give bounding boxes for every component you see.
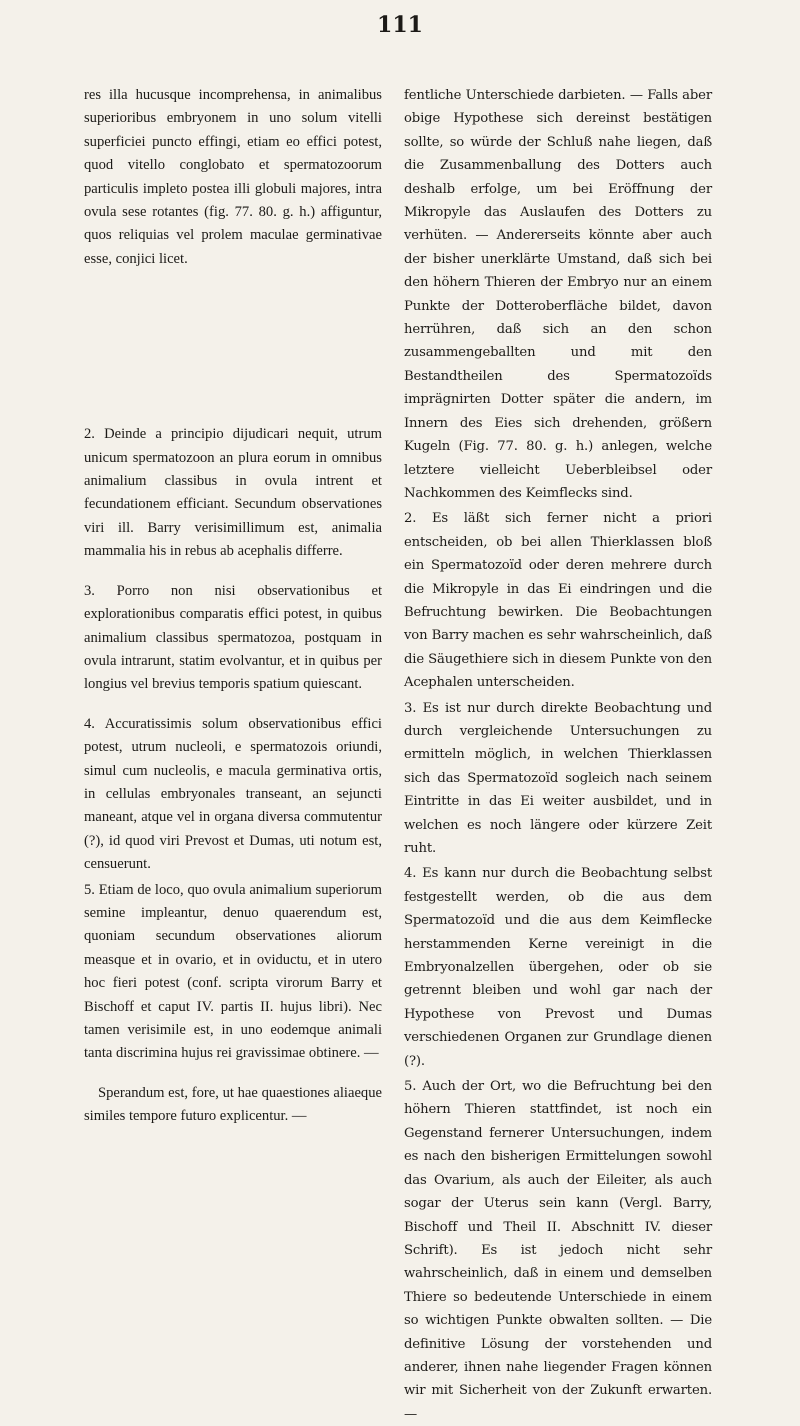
german-paragraph-3: 3. Es ist nur durch direkte Beobachtung und durch vergleichende Untersuchungen zu ermitteln möglich, in welchen Thierklassen sich das Spermatozoïd sogleich nach seinem Eintritte in das Ei weiter ausbildet, und in welchen es noch längere oder kürzere Zeit ruht.: [404, 700, 712, 856]
german-paragraph-0: fentliche Unterschiede darbieten. — Falls aber obige Hypothese sich dereinst bestätigen sollte, so würde der Schluß nahe liegen, daß die Zusammenballung des Dotters auch deshalb erfolge, um bei Eröffnung der Mikropyle das Auslaufen des Dotters zu verhüten. — Andererseits könnte aber auch der bisher unerklärte Umstand, daß sich bei den höhern Thieren der Embryo nur an einem Punkte der Dotteroberfläche bildet, davon herrühren, daß sich an den schon zusammengeballten und mit den Bestandtheilen des Spermatozoïds imprägnirten Dotter später die andern, im Innern des Eies sich drehenden, größern Kugeln (Fig. 77. 80. g. h.) anlegen, welche letztere vielleicht Ueberbleibsel oder Nachkommen des Keimflecks sind.: [404, 88, 712, 501]
page-number: 111: [377, 12, 423, 38]
german-paragraph-5: 5. Auch der Ort, wo die Befruchtung bei den höhern Thieren stattfindet, ist noch ein Gegenstand fernerer Untersuchungen, indem es nach den bisherigen Ermittelungen sowohl das Ovarium, als auch der Eileiter, als auch sogar der Uterus sein kann (Vergl. Barry, Bischoff und Theil II. Abschnitt IV. dieser Schrift). Es ist jedoch nicht sehr wahrscheinlich, daß in einem und demselben Thiere so bedeutende Unterschiede in einem so wichtigen Punkte obwalten sollten. — Die definitive Lösung der vorstehenden und anderer, ihnen nahe liegender Fragen können wir mit Sicherheit von der Zukunft erwarten. —: [404, 1079, 712, 1422]
latin-paragraph-2: 2. Deinde a principio dijudicari nequit, utrum unicum spermatozoon an plura eorum in omnibus animalium classibus in ovula intrent et fecundationem efficiant. Secundum observationes viri ill. Barry verisimillimum est, animalia mammalia his in rebus ab acephalis differre.: [84, 426, 382, 560]
latin-paragraph-4: 4. Accuratissimis solum observationibus effici potest, utrum nucleoli, e spermatozois oriundi, simul cum nucleolis, e macula germinativa ortis, in cellulas embryonales transeant, an sejuncti maneant, atque vel in organa diversa commutentur (?), id quod viri Prevost et Dumas, uti notum est, censuerunt.: [84, 715, 382, 873]
german-paragraph-4: 4. Es kann nur durch die Beobachtung selbst festgestellt werden, ob die aus dem Spermatozoïd und die aus dem Keimflecke herstammenden Kerne vereinigt in die Embryonalzellen übergehen, oder ob sie getrennt bleiben und wohl gar nach der Hypothese von Prevost und Dumas verschiedenen Organen zur Grundlage dienen (?).: [404, 866, 712, 1069]
latin-paragraph-0: res illa hucusque incomprehensa, in animalibus superioribus embryonem in uno solum vitelli superficiei puncto effingi, etiam eo effici potest, quod vitello conglobato et spermatozoorum particulis impleto postea illi globuli majores, intra ovula sese rotantes (fig. 77. 80. g. h.) affiguntur, quos reliquias vel prolem maculae germinativae esse, conjici licet.: [84, 87, 382, 267]
latin-paragraph-5: 5. Etiam de loco, quo ovula animalium superiorum semine impleantur, denuo quaerendum est, quoniam secundum observationes aliorum measque et in ovario, et in oviductu, et in utero hoc fieri potest (conf. scripta virorum Barry et Bischoff et caput IV. partis II. hujus libri). Nec tamen verisimile est, in uno eodemque animali tanta discrimina hujus rei gravissimae obtinere. —: [84, 881, 382, 1062]
german-column: [404, 84, 712, 1426]
german-paragraph-2: 2. Es läßt sich ferner nicht a priori entscheiden, ob bei allen Thierklassen bloß ein Spermatozoïd oder deren mehrere durch die Mikropyle in das Ei eindringen und die Befruchtung bewirken. Die Beobachtungen von Barry machen es sehr wahrscheinlich, daß die Säugethiere sich in diesem Punkte von den Acephalen unterscheiden.: [404, 511, 712, 691]
latin-paragraph-3: 3. Porro non nisi observationibus et explorationibus comparatis effici potest, in quibus animalium classibus spermatozoa, postquam in ovula intrarunt, statim evolvantur, et in quibus per longius vel brevius temporis spatium quiescant.: [84, 582, 382, 693]
latin-column: [84, 84, 382, 1129]
latin-paragraph-6: Sperandum est, fore, ut hae quaestiones aliaeque similes tempore futuro explicentur. —: [84, 1084, 382, 1125]
